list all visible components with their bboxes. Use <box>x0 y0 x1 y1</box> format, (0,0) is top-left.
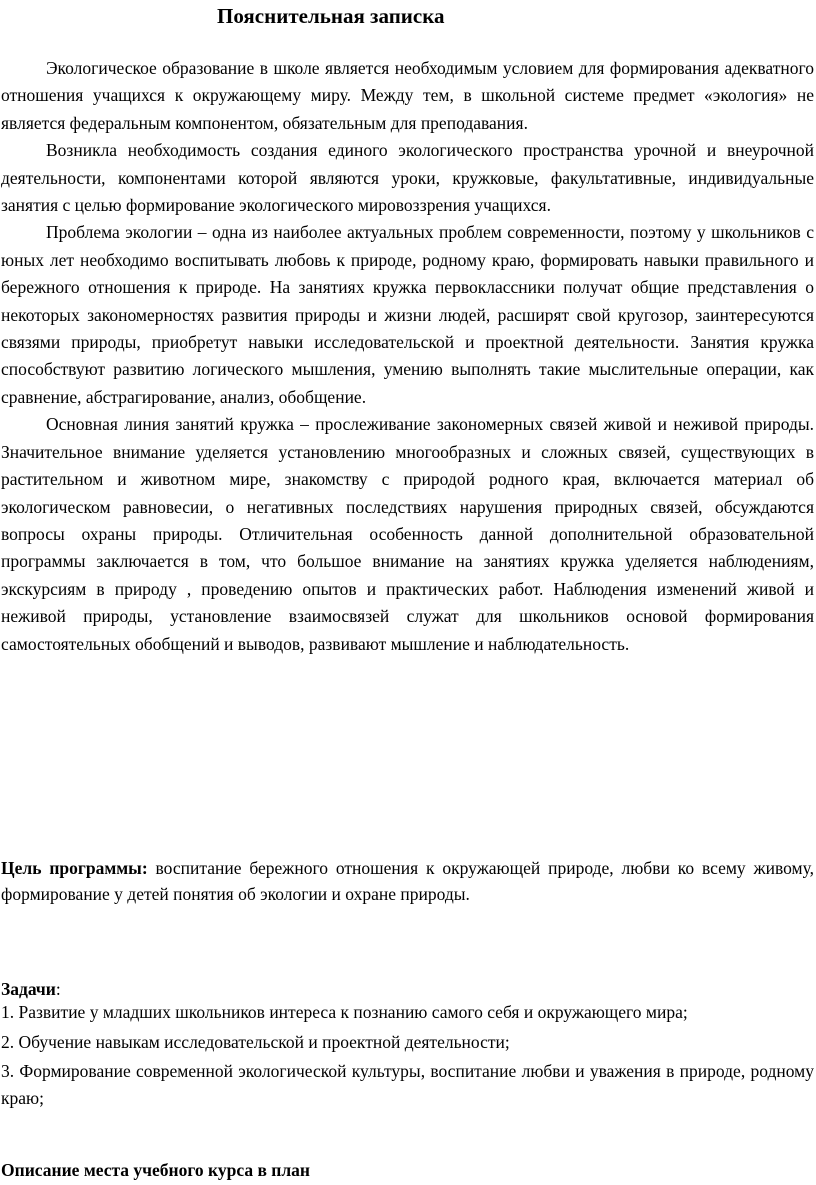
tasks-colon: : <box>55 979 61 999</box>
task-item: 3. Формирование современной экологической культуры, воспитание любви и уважения в природе, родному краю; <box>1 1061 814 1108</box>
task-item: 2. Обучение навыкам исследовательской и проектной деятельности; <box>1 1031 510 1052</box>
program-goal <box>1 855 814 907</box>
document-title: Пояснительная записка <box>217 4 445 28</box>
paragraph-3: Проблема экологии – одна из наиболее актуальных проблем современности, поэтому у школьников с юных лет необходимо воспитывать любовь к природе, родному краю, формировать навыки правильного и бережного отношения к природе. На занятиях кружка первоклассники получат общие представления о некоторых закономерностях развития природы и жизни людей, расширят свой кругозор, заинтересуются связями природы, приобретут навыки исследовательской и проектной деятельности. Занятия кружка способствуют развитию логического мышления, умению выполнять такие мыслительные операции, как сравнение, абстрагирование, анализ, обобщение. <box>1 222 814 407</box>
explanatory-text <box>1 55 814 658</box>
paragraph-2: Возникла необходимость создания единого экологического пространства урочной и внеурочной деятельности, компонентами которой являются уроки, кружковые, факультативные, индивидуальные занятия с целью формирование экологического мировоззрения учащихся. <box>1 140 814 216</box>
paragraph-1: Экологическое образование в школе является необходимым условием для формирования адекватного отношения учащихся к окружающему миру. Между тем, в школьной системе предмет «экология» не является федеральным компонентом, обязательным для преподавания. <box>1 58 814 133</box>
task-item: 1. Развитие у младших школьников интереса к познанию самого себя и окружающего мира; <box>1 1002 688 1022</box>
goal-text: воспитание бережного отношения к окружающей природе, любви ко всему живому, формирование у детей понятия об экологии и охране природы. <box>1 858 815 904</box>
tasks-list <box>1 999 814 1114</box>
tasks-label: Задачи <box>1 979 56 999</box>
goal-label: Цель программы: <box>1 858 148 878</box>
section-heading: Описание места учебного курса в план <box>1 1160 311 1180</box>
paragraph-4: Основная линия занятий кружка – прослеживание закономерных связей живой и неживой природы. Значительное внимание уделяется установлению многообразных и сложных связей, существующих в растительном и животном мире, знакомству с природой родного края, включается материал об экологическом равновесии, о негативных последствиях нарушения природных связей, обсуждаются вопросы охраны природы. Отличительная особенность данной дополнительной образовательной программы заключается в том, что большое внимание на занятиях кружка уделяется наблюдениям, экскурсиям в природу , проведению опытов и практических работ. Наблюдения изменений живой и неживой природы, установление взаимосвязей служат для школьников основой формирования самостоятельных обобщений и выводов, развивают мышление и наблюдательность. <box>1 414 814 654</box>
